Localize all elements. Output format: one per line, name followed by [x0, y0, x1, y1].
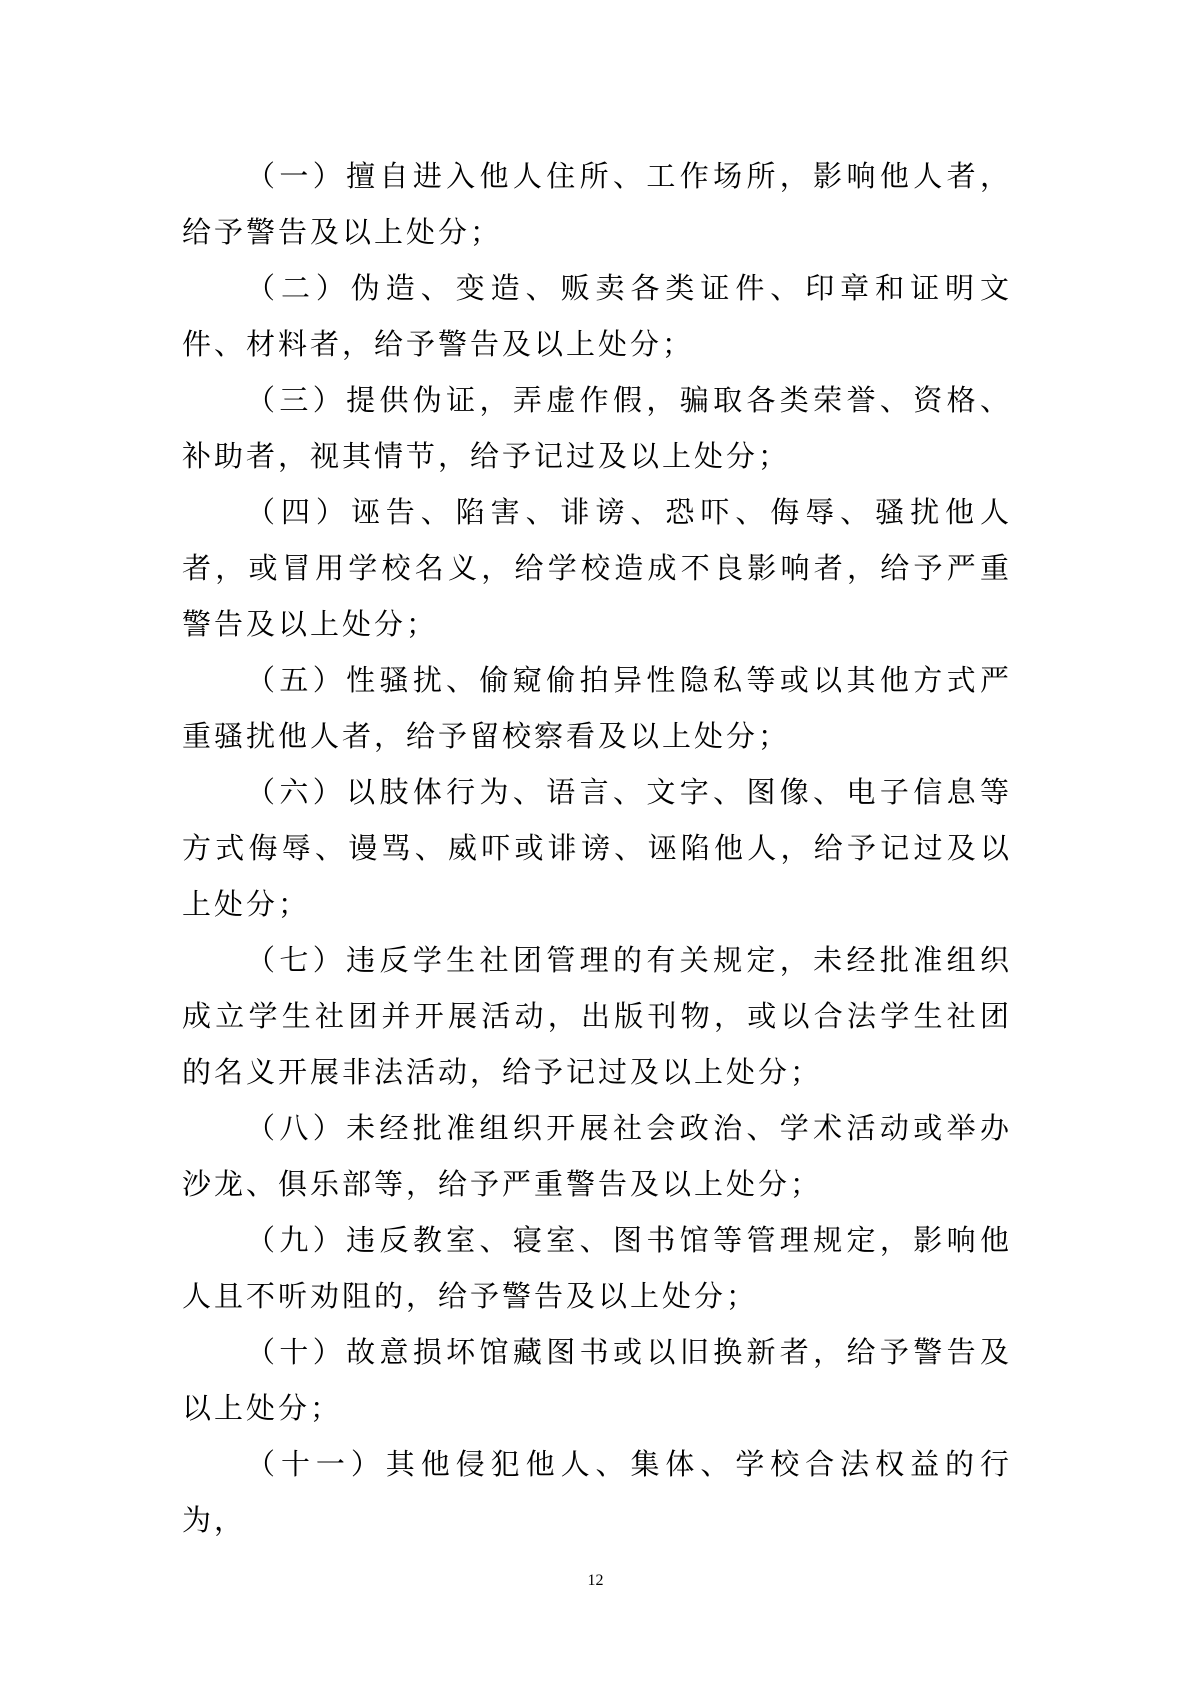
clause-4: （四）诬告、陷害、诽谤、恐吓、侮辱、骚扰他人者，或冒用学校名义，给学校造成不良影响者，给予严重警告及以上处分；	[182, 495, 1012, 641]
clause-5: （五）性骚扰、偷窥偷拍异性隐私等或以其他方式严重骚扰他人者，给予留校察看及以上处分；	[182, 663, 1012, 753]
document-body	[182, 148, 1012, 1548]
clause-3: （三）提供伪证，弄虚作假，骗取各类荣誉、资格、补助者，视其情节，给予记过及以上处分；	[182, 383, 1012, 473]
clause-1: （一）擅自进入他人住所、工作场所，影响他人者，给予警告及以上处分；	[182, 159, 1012, 249]
clause-6: （六）以肢体行为、语言、文字、图像、电子信息等方式侮辱、谩骂、威吓或诽谤、诬陷他人，给予记过及以上处分；	[182, 775, 1012, 921]
clause-7: （七）违反学生社团管理的有关规定，未经批准组织成立学生社团并开展活动，出版刊物，或以合法学生社团的名义开展非法活动，给予记过及以上处分；	[182, 943, 1012, 1089]
clause-2: （二）伪造、变造、贩卖各类证件、印章和证明文件、材料者，给予警告及以上处分；	[182, 271, 1012, 361]
clause-8: （八）未经批准组织开展社会政治、学术活动或举办沙龙、俱乐部等，给予严重警告及以上处分；	[182, 1111, 1012, 1201]
clause-11: （十一）其他侵犯他人、集体、学校合法权益的行为，	[182, 1447, 1012, 1537]
clause-9: （九）违反教室、寝室、图书馆等管理规定，影响他人且不听劝阻的，给予警告及以上处分；	[182, 1223, 1012, 1313]
clause-10: （十）故意损坏馆藏图书或以旧换新者，给予警告及以上处分；	[182, 1335, 1012, 1425]
page-number: 12	[587, 1572, 604, 1589]
